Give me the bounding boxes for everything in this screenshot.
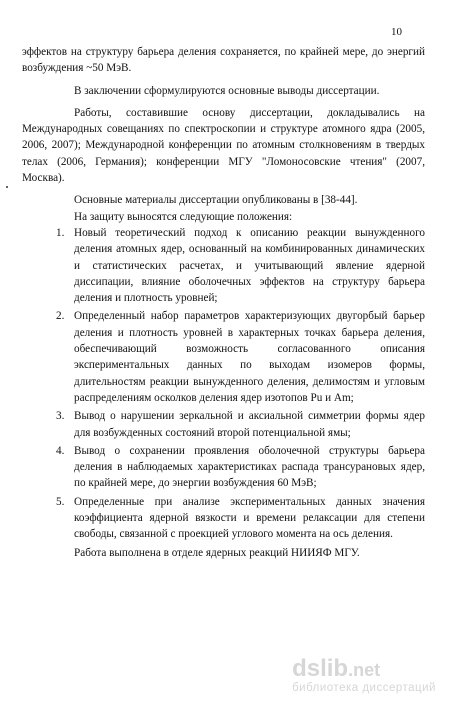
list-number: 4. [56, 444, 65, 457]
defense-points-list [22, 225, 425, 543]
list-item [22, 408, 425, 441]
list-number: 2. [56, 310, 65, 323]
list-text: Определенный набор параметров характеризующих двугорбый барьер деления и плотность уровней в характерных точках барьера деления, обеспечивающий возможность согласованного описания экспериментальных данных по выходам изомеров формы, длительностям реакции вынужденного деления, делимостям и угловым распределениям осколков деления ядер изотопов Pu и Am; [74, 310, 425, 404]
watermark [292, 657, 436, 694]
list-number: 1. [56, 226, 65, 239]
paragraph-approbation: Работы, составившие основу диссертации, докладывались на Международных совещаниях по спектроскопии и структуре атомного ядра (2005, 2006, 2007); Международной конференции по атомным столкновениям в твердых телах (2006, Германия); конференции МГУ "Ломоносовские чтения" (2007, Москва). [22, 106, 425, 185]
watermark-logo: dslib.net [292, 655, 381, 682]
list-text: Вывод о сохранении проявления оболочечной структуры барьера деления в наблюдаемых характеристиках распада трансурановых ядер, по крайней мере, до энергии возбуждения 60 МэВ; [74, 444, 425, 490]
list-text: Новый теоретический подход к описанию реакции вынужденного деления атомных ядер, основанный на комбинированных динамических и статистических расчетах, и учитывающий явление ядерной диссипации, влияние оболочечных эффектов на структуру барьера деления и плотность уровней; [74, 226, 425, 305]
list-item [22, 443, 425, 492]
page-number: 10 [391, 26, 402, 38]
list-text: Определенные при анализе экспериментальных данных значения коэффициента ядерной вязкости и времени релаксации для степени свободы, связанной с проекцией углового момента на ось деления. [74, 495, 425, 541]
list-item [22, 308, 425, 406]
list-number: 5. [56, 495, 65, 508]
watermark-tagline: библиотека диссертаций [292, 682, 436, 694]
paragraph-closing: Работа выполнена в отделе ядерных реакций НИИЯФ МГУ. [74, 546, 360, 559]
list-text: Вывод о нарушении зеркальной и аксиальной симметрии формы ядер для возбужденных состояний второй потенциальной ямы; [74, 410, 425, 439]
paragraph-continuation: эффектов на структуру барьера деления сохраняется, по крайней мере, до энергий возбуждения ~50 МэВ. [22, 46, 425, 75]
paragraph-conclusion: В заключении сформулируются основные выводы диссертации. [74, 84, 380, 97]
page-text [22, 44, 425, 561]
list-item [22, 494, 425, 543]
list-number: 3. [56, 410, 65, 423]
paragraph-publications: Основные материалы диссертации опубликованы в [38-44]. [74, 194, 358, 207]
list-item [22, 225, 425, 306]
scan-dot [6, 186, 8, 188]
paragraph-defense-intro: На защиту выносятся следующие положения: [74, 210, 293, 223]
